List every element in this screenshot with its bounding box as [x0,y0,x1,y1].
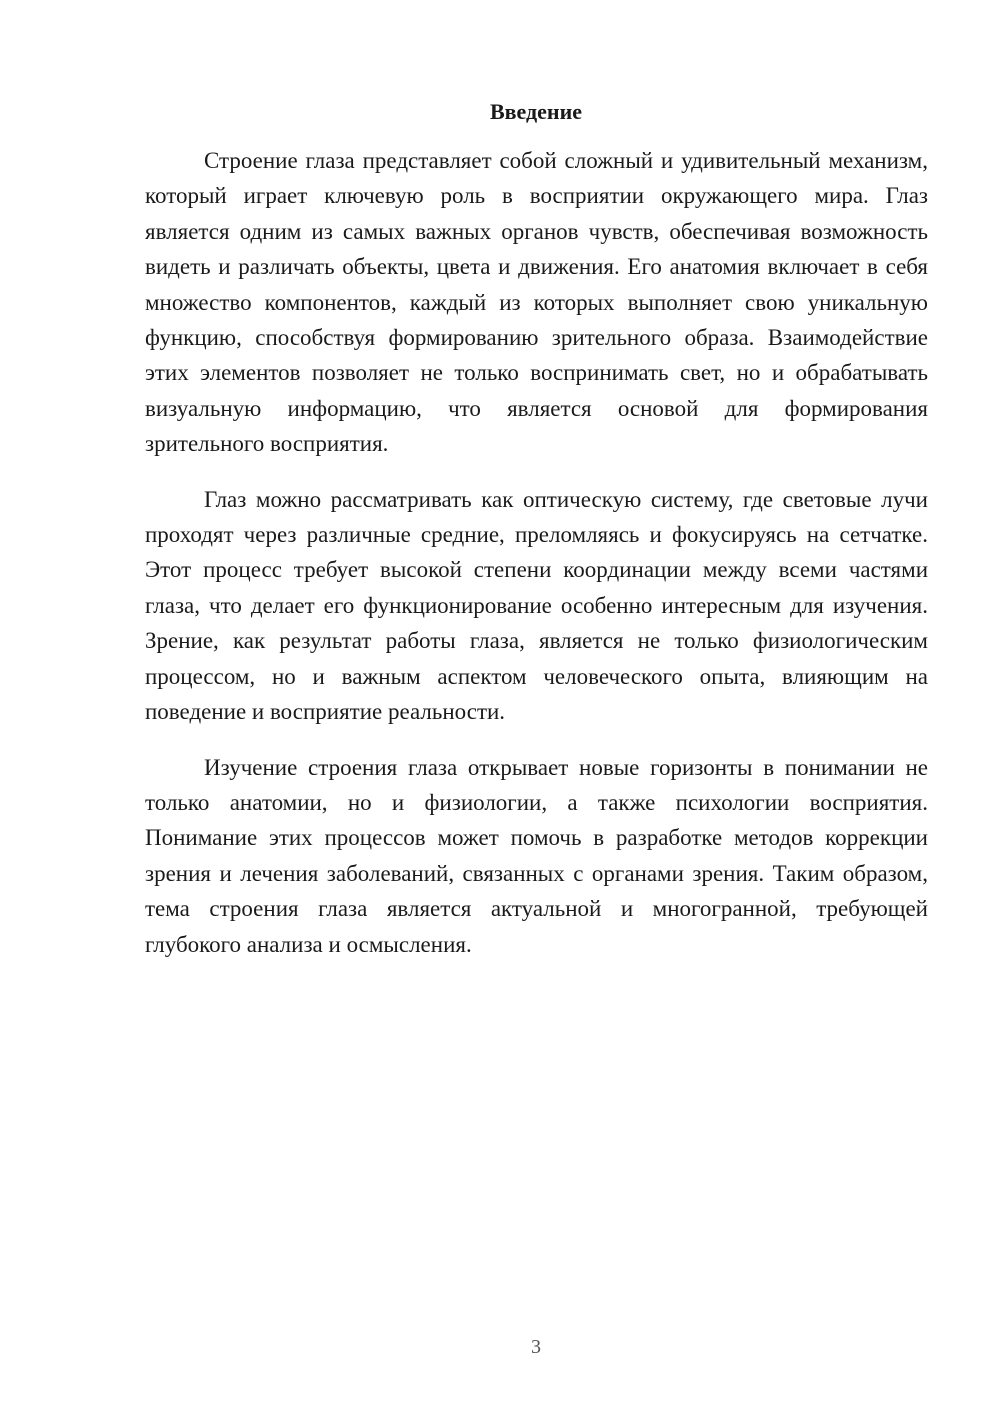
paragraph-3: Изучение строения глаза открывает новые горизонты в понимании не только анатомии, но и физиологии, а также психологии восприятия. Понимание этих процессов может помочь в разработке методов коррекции зрения и лечения заболеваний, связанных с органами зрения. Таким образом, тема строения глаза является актуальной и многогранной, требующей глубокого анализа и осмысления. [145,754,928,957]
paragraph-1: Строение глаза представляет собой сложный и удивительный механизм, который играет ключевую роль в восприятии окружающего мира. Глаз является одним из самых важных органов чувств, обеспечивая возможность видеть и различать объекты, цвета и движения. Его анатомия включает в себя множество компонентов, каждый из которых выполняет свою уникальную функцию, способствуя формированию зрительного образа. Взаимодействие этих элементов позволяет не только воспринимать свет, но и обрабатывать визуальную информацию, что является основой для формирования зрительного восприятия. [145,148,928,457]
page-number: 3 [531,1336,541,1358]
paragraph-2: Глаз можно рассматривать как оптическую систему, где световые лучи проходят через различные средние, преломляясь и фокусируясь на сетчатке. Этот процесс требует высокой степени координации между всеми частями глаза, что делает его функционирование особенно интересным для изучения. Зрение, как результат работы глаза, является не только физиологическим процессом, но и важным аспектом человеческого опыта, влияющим на поведение и восприятие реальности. [145,486,928,725]
page-title: Введение [489,99,583,124]
body-text [145,143,928,982]
